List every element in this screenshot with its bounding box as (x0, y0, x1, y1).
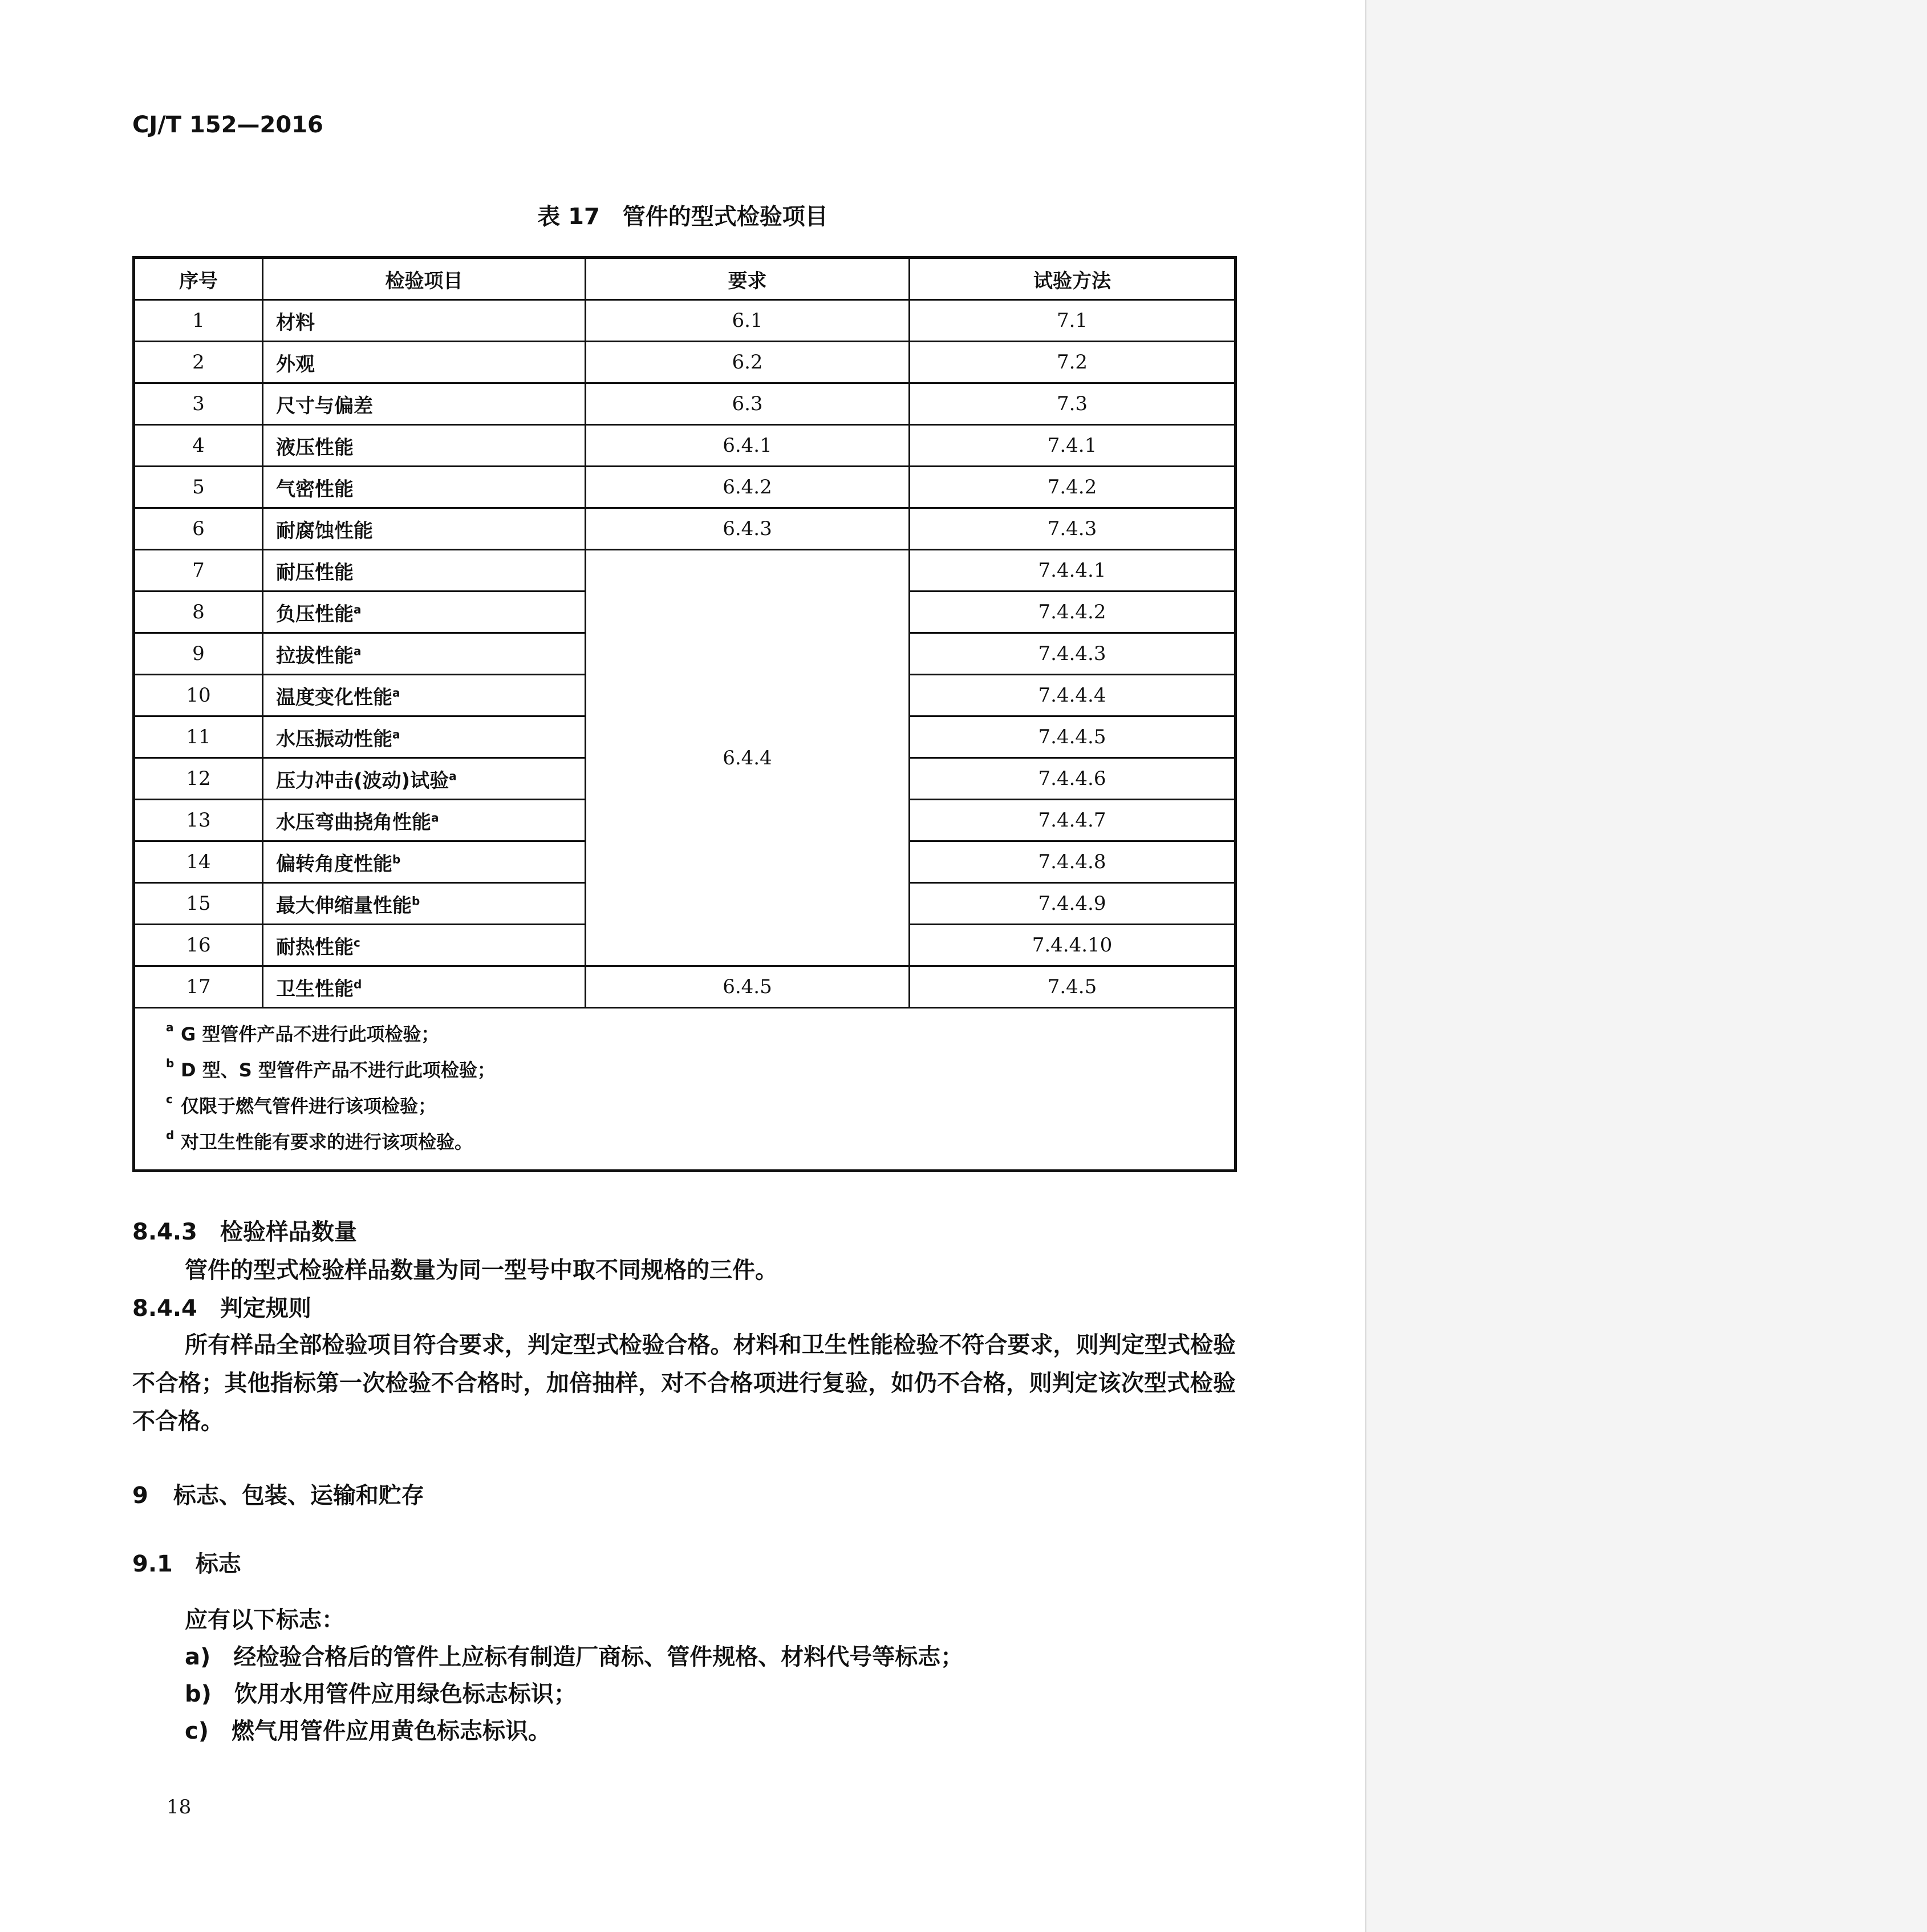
row-requirement: 6.1 (586, 300, 910, 342)
footnote-mark: d (354, 977, 362, 991)
row-item: 尺寸与偏差 (263, 383, 586, 425)
section-heading-8-4-3: 8.4.3 检验样品数量 (132, 1219, 357, 1245)
row-requirement: 6.4.5 (586, 966, 910, 1008)
type-inspection-table (132, 256, 1237, 1172)
table-row (134, 300, 1236, 342)
row-item: 液压性能 (263, 425, 586, 467)
row-item: 负压性能$^a$ (263, 592, 586, 633)
row-no: 16 (134, 925, 263, 966)
footnote-mark: b (412, 894, 420, 908)
row-item: 耐热性能$^c$ (263, 925, 586, 966)
section-heading-8-4-4: 8.4.4 判定规则 (132, 1295, 311, 1322)
row-method: 7.4.4.5 (910, 716, 1236, 758)
row-method: 7.1 (910, 300, 1236, 342)
table-notes-row (134, 1008, 1236, 1171)
row-requirement: 6.4.3 (586, 508, 910, 550)
row-item: 水压振动性能$^a$ (263, 716, 586, 758)
standard-code: CJ/T 152—2016 (132, 112, 323, 138)
row-item: 气密性能 (263, 467, 586, 508)
row-method: 7.4.4.6 (910, 758, 1236, 800)
row-item: 卫生性能$^d$ (263, 966, 586, 1008)
row-method: 7.2 (910, 342, 1236, 383)
table-note: a G 型管件产品不进行此项检验； (181, 1016, 1234, 1052)
row-method: 7.4.4.3 (910, 633, 1236, 675)
row-method: 7.4.3 (910, 508, 1236, 550)
section-body-8-4-4: 所有样品全部检验项目符合要求，判定型式检验合格。材料和卫生性能检验不符合要求，则判定型式检验不合格；其他指标第一次检验不合格时，加倍抽样，对不合格项进行复验，如仍不合格，则判定该次型式检验不合格。 (132, 1332, 1236, 1435)
row-no: 12 (134, 758, 263, 800)
row-item: 耐腐蚀性能 (263, 508, 586, 550)
table-header-row (134, 258, 1236, 300)
table-row (134, 550, 1236, 592)
row-method: 7.4.4.2 (910, 592, 1236, 633)
footnote-mark: a (449, 769, 457, 783)
row-no: 11 (134, 716, 263, 758)
footnote-mark: a (354, 602, 362, 617)
section-heading-9-1: 9.1 标志 (132, 1551, 241, 1577)
table-row (134, 467, 1236, 508)
page-number: 18 (167, 1796, 192, 1818)
table-note: b D 型、S 型管件产品不进行此项检验； (181, 1052, 1234, 1088)
col-header-item: 检验项目 (263, 258, 586, 300)
table-row (134, 383, 1236, 425)
row-method: 7.4.4.1 (910, 550, 1236, 592)
row-item: 压力冲击(波动)试验$^a$ (263, 758, 586, 800)
list-item: b) 饮用水用管件应用绿色标志标识； (185, 1681, 577, 1707)
row-requirement: 6.3 (586, 383, 910, 425)
col-header-requirement: 要求 (586, 258, 910, 300)
row-method: 7.3 (910, 383, 1236, 425)
section-intro-9-1: 应有以下标志： (185, 1607, 344, 1633)
row-no: 3 (134, 383, 263, 425)
row-no: 6 (134, 508, 263, 550)
footnote-mark: a (431, 811, 439, 825)
row-no: 8 (134, 592, 263, 633)
section-body-8-4-3: 管件的型式检验样品数量为同一型号中取不同规格的三件。 (185, 1257, 778, 1283)
row-method: 7.4.4.7 (910, 800, 1236, 841)
note-mark: d (166, 1128, 175, 1142)
table-row (134, 342, 1236, 383)
row-requirement: 6.4.1 (586, 425, 910, 467)
note-mark: c (166, 1092, 173, 1106)
table-note: c 仅限于燃气管件进行该项检验； (181, 1088, 1234, 1124)
merged-requirement-cell: 6.4.4 (586, 550, 910, 966)
row-no: 1 (134, 300, 263, 342)
footnote-mark: a (392, 686, 400, 700)
row-no: 15 (134, 883, 263, 925)
footnote-mark: a (392, 727, 400, 742)
row-item: 偏转角度性能$^b$ (263, 841, 586, 883)
row-item: 耐压性能 (263, 550, 586, 592)
row-method: 7.4.4.4 (910, 675, 1236, 716)
row-item: 拉拔性能$^a$ (263, 633, 586, 675)
row-item: 最大伸缩量性能$^b$ (263, 883, 586, 925)
col-header-no: 序号 (134, 258, 263, 300)
row-no: 4 (134, 425, 263, 467)
list-item: c) 燃气用管件应用黄色标志标识。 (185, 1718, 551, 1744)
row-no: 10 (134, 675, 263, 716)
col-header-test-method: 试验方法 (910, 258, 1236, 300)
footnote-mark: b (392, 852, 401, 866)
row-no: 17 (134, 966, 263, 1008)
list-item: a) 经检验合格后的管件上应标有制造厂商标、管件规格、材料代号等标志； (185, 1644, 964, 1670)
row-no: 9 (134, 633, 263, 675)
row-no: 7 (134, 550, 263, 592)
row-item: 水压弯曲挠角性能$^a$ (263, 800, 586, 841)
footnote-mark: a (354, 644, 362, 658)
table-row (134, 425, 1236, 467)
row-method: 7.4.4.10 (910, 925, 1236, 966)
table-notes (134, 1008, 1236, 1171)
row-requirement: 6.4.2 (586, 467, 910, 508)
row-no: 14 (134, 841, 263, 883)
row-method: 7.4.1 (910, 425, 1236, 467)
row-item: 材料 (263, 300, 586, 342)
row-no: 2 (134, 342, 263, 383)
table-note: d 对卫生性能有要求的进行该项检验。 (181, 1124, 1234, 1160)
note-mark: a (166, 1020, 174, 1034)
row-no: 5 (134, 467, 263, 508)
row-requirement: 6.2 (586, 342, 910, 383)
table-row (134, 508, 1236, 550)
row-item: 外观 (263, 342, 586, 383)
chapter-heading-9: 9 标志、包装、运输和贮存 (132, 1483, 424, 1509)
row-method: 7.4.5 (910, 966, 1236, 1008)
row-method: 7.4.4.9 (910, 883, 1236, 925)
row-method: 7.4.2 (910, 467, 1236, 508)
row-method: 7.4.4.8 (910, 841, 1236, 883)
table-row (134, 966, 1236, 1008)
table-caption: 表 17 管件的型式检验项目 (537, 204, 828, 230)
note-mark: b (166, 1056, 175, 1070)
row-no: 13 (134, 800, 263, 841)
row-item: 温度变化性能$^a$ (263, 675, 586, 716)
footnote-mark: c (354, 935, 360, 950)
